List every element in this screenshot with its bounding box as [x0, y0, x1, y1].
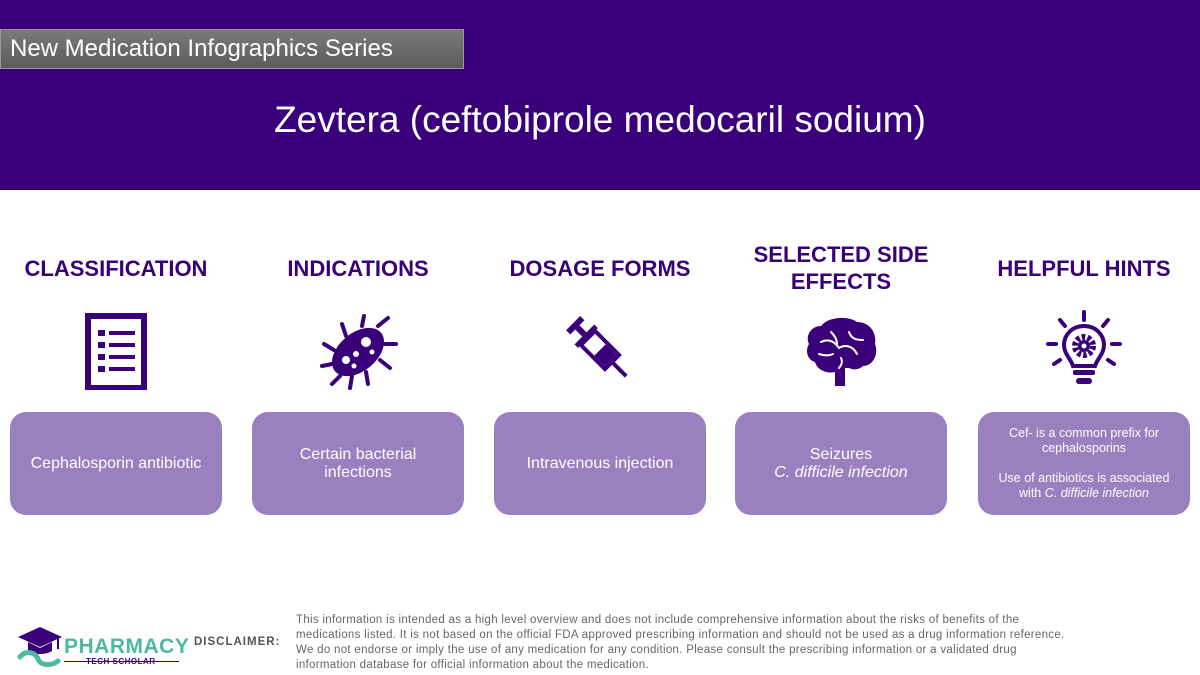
column-heading: DOSAGE FORMS [509, 255, 691, 281]
page-title: Zevtera (ceftobiprole medocaril sodium) [274, 99, 926, 140]
logo-wordmark: PHARMACY [64, 635, 190, 658]
card-text: Intravenous injection [526, 454, 674, 472]
pharmacy-tech-scholar-logo [14, 623, 190, 671]
column-classification [10, 230, 222, 520]
side-effects-card [735, 412, 947, 515]
column-heading: INDICATIONS [287, 255, 429, 281]
column-heading: SELECTED SIDE EFFECTS [753, 242, 929, 294]
checklist-icon [76, 310, 156, 390]
header-banner [0, 0, 1200, 190]
column-indications [252, 230, 464, 520]
indications-card [252, 412, 464, 515]
brain-icon [801, 310, 881, 390]
syringe-icon [560, 310, 640, 390]
hint-text-2-italic: C. difficile infection [1044, 486, 1149, 500]
dosage-forms-card [494, 412, 706, 515]
disclaimer-text: This information is intended as a high level overview and does not include comprehensive information about the risks of benefits of the medications listed. It is not based on the official FDA approved prescribing information and should not be used as a drug information reference. We do not endorse or imply the use of any medication for any condition. Please consult the prescribing information or a validated drug information database for official information about the medication. [296, 614, 1065, 671]
disclaimer-label: DISCLAIMER: [194, 636, 281, 648]
helpful-hints-card [978, 412, 1190, 515]
bacteria-icon [318, 310, 398, 390]
column-helpful-hints [978, 230, 1190, 520]
graduation-cap-icon [14, 623, 62, 669]
classification-card [10, 412, 222, 515]
hint-text-2-prefix: Use of antibiotics is associated with [998, 471, 1170, 500]
column-dosage-forms [494, 230, 706, 520]
logo-subtitle: TECH SCHOLAR [86, 657, 156, 666]
hint-text-2 [992, 471, 1176, 501]
card-text: Certain bacterial infections [299, 445, 417, 481]
hint-text-1: Cef- is a common prefix for cephalosporins [1008, 426, 1160, 455]
series-label: New Medication Infographics Series [0, 29, 464, 69]
card-text: Cephalosporin antibiotic [30, 454, 202, 472]
column-side-effects [735, 230, 947, 520]
column-heading: HELPFUL HINTS [997, 255, 1171, 281]
lightbulb-gear-icon [1044, 310, 1124, 390]
column-heading: CLASSIFICATION [24, 255, 208, 281]
card-text-cdiff: C. difficile infection [774, 463, 908, 481]
card-text-seizures: Seizures [809, 445, 873, 463]
